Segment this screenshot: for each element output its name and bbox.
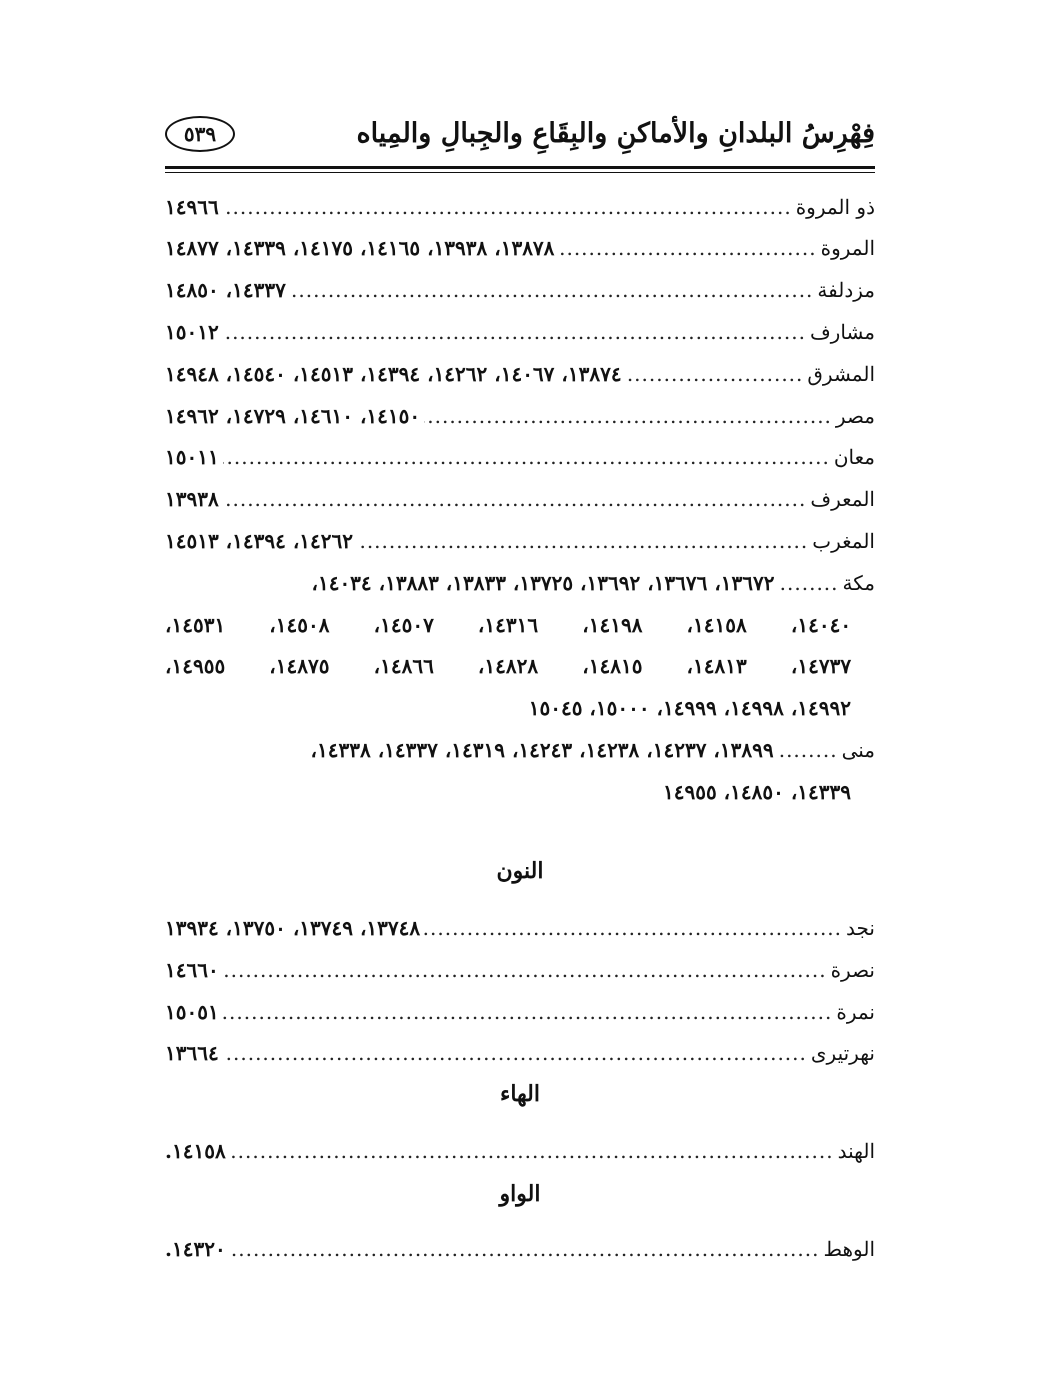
entry-refs: ١٥٠١٢ xyxy=(165,320,219,344)
index-entry xyxy=(165,437,875,477)
entry-place: مزدلفة xyxy=(817,278,875,302)
index-entry xyxy=(165,354,875,394)
dot-leader xyxy=(290,270,814,310)
dot-leader xyxy=(223,437,830,477)
section-heading-waw: الواو xyxy=(499,1181,541,1207)
index-entry xyxy=(165,479,875,519)
header-rule-thick xyxy=(165,166,875,169)
entry-refs: ١٣٦٧٢، ١٣٦٧٦، ١٣٦٩٢، ١٣٧٢٥، ١٣٨٣٣، ١٣٨٨٣، ١٤٠٣٤، xyxy=(311,571,775,595)
index-entry xyxy=(165,228,875,268)
entry-place: المعرف xyxy=(810,487,875,511)
dot-leader xyxy=(230,1229,820,1269)
dot-leader xyxy=(424,396,832,436)
entry-place: المغرب xyxy=(812,529,875,553)
entry-refs: ١٤١٥٠، ١٤٦١٠، ١٤٧٢٩، ١٤٩٦٢ xyxy=(165,404,421,428)
entry-refs: ١٤٣٢٠. xyxy=(165,1237,226,1261)
entry-place: مكة xyxy=(842,571,875,595)
entry-refs: ١٣٩٣٨ xyxy=(165,487,219,511)
entry-place: منى xyxy=(841,738,875,762)
entry-refs: ١٣٨٩٩، ١٤٢٣٧، ١٤٢٣٨، ١٤٢٤٣، ١٤٣١٩، ١٤٣٣٧، ١٤٣٣٨، xyxy=(310,738,774,762)
entry-refs: ١٣٨٧٤، ١٤٠٦٧، ١٤٢٦٢، ١٤٣٩٤، ١٤٥١٣، ١٤٥٤٠، ١٤٩٤٨ xyxy=(165,362,622,386)
entry-refs: ١٤٩٦٦ xyxy=(165,195,219,219)
entry-place: مشارف xyxy=(809,320,875,344)
entry-refs: ١٣٨٧٨، ١٣٩٣٨، ١٤١٦٥، ١٤١٧٥، ١٤٣٣٩، ١٤٨٧٧ xyxy=(165,236,555,260)
entry-place: نمرة xyxy=(836,1000,875,1024)
entry-place: نصرة xyxy=(830,958,875,982)
dot-leader xyxy=(357,521,808,561)
entry-place: ذو المروة xyxy=(795,195,875,219)
entry-place: نهرتيرى xyxy=(810,1041,875,1065)
section-heading-ha: الهاء xyxy=(499,1081,540,1107)
index-entry xyxy=(165,908,875,948)
entry-place: المشرق xyxy=(807,362,875,386)
dot-leader xyxy=(778,730,838,770)
entry-refs: ١٤١٥٨. xyxy=(165,1139,226,1163)
index-entry xyxy=(165,1229,875,1269)
entry-refs: ١٣٦٦٤ xyxy=(165,1041,219,1065)
entry-place: معان xyxy=(833,445,875,469)
entry-refs: ١٤٣٣٧، ١٤٨٥٠ xyxy=(165,278,286,302)
entry-place: نجد xyxy=(846,916,875,940)
entry-place: الوهط xyxy=(823,1237,875,1261)
index-entry xyxy=(165,1033,875,1073)
index-entry-mina xyxy=(165,730,875,770)
entry-place: المروة xyxy=(820,236,875,260)
index-entry xyxy=(165,312,875,352)
entry-refs-continuation: ١٤٣٣٩، ١٤٨٥٠، ١٤٩٥٥ xyxy=(663,780,851,804)
entry-place: مصر xyxy=(835,404,875,428)
entry-refs: ١٥٠٥١ xyxy=(165,1000,219,1024)
entry-place: الهند xyxy=(837,1139,875,1163)
index-entry xyxy=(165,950,875,990)
index-entry-makkah xyxy=(165,563,875,603)
dot-leader xyxy=(223,992,833,1032)
index-entry xyxy=(165,1131,875,1171)
dot-leader xyxy=(779,563,839,603)
index-entry xyxy=(165,270,875,310)
entry-refs: ١٤٢٦٢، ١٤٣٩٤، ١٤٥١٣ xyxy=(165,529,353,553)
page-title: فِهْرِسُ البلدانِ والأماكنِ والبِقَاعِ والجِبالِ والمِياه xyxy=(356,118,875,149)
dot-leader xyxy=(558,228,816,268)
index-entry xyxy=(165,187,875,227)
page-header xyxy=(165,112,875,162)
entry-refs-continuation: ١٤٩٩٢، ١٤٩٩٨، ١٤٩٩٩، ١٥٠٠٠، ١٥٠٤٥ xyxy=(528,696,851,720)
entry-refs: ١٥٠١١ xyxy=(165,445,219,469)
entry-refs-continuation: ١٤٧٣٧، ١٤٨١٣، ١٤٨١٥، ١٤٨٢٨، ١٤٨٦٦، ١٤٨٧٥، ١٤٩٥٥، xyxy=(165,654,852,678)
header-rule-thin xyxy=(165,172,875,173)
entry-refs: ١٣٧٤٨، ١٣٧٤٩، ١٣٧٥٠، ١٣٩٣٤ xyxy=(165,916,421,940)
dot-leader xyxy=(223,1033,807,1073)
dot-leader xyxy=(223,312,806,352)
dot-leader xyxy=(223,479,807,519)
index-entry xyxy=(165,521,875,561)
entry-refs: ١٤٦٦٠ xyxy=(165,958,219,982)
index-entry xyxy=(165,396,875,436)
dot-leader xyxy=(424,908,842,948)
section-heading-nun: النون xyxy=(496,858,544,884)
entry-refs-continuation: ١٤٠٤٠، ١٤١٥٨، ١٤١٩٨، ١٤٣١٦، ١٤٥٠٧، ١٤٥٠٨، ١٤٥٣١، xyxy=(165,613,852,637)
dot-leader xyxy=(223,187,792,227)
dot-leader xyxy=(626,354,804,394)
page-number-badge: ٥٣٩ xyxy=(165,116,235,152)
dot-leader xyxy=(223,950,827,990)
dot-leader xyxy=(230,1131,834,1171)
index-entry xyxy=(165,992,875,1032)
